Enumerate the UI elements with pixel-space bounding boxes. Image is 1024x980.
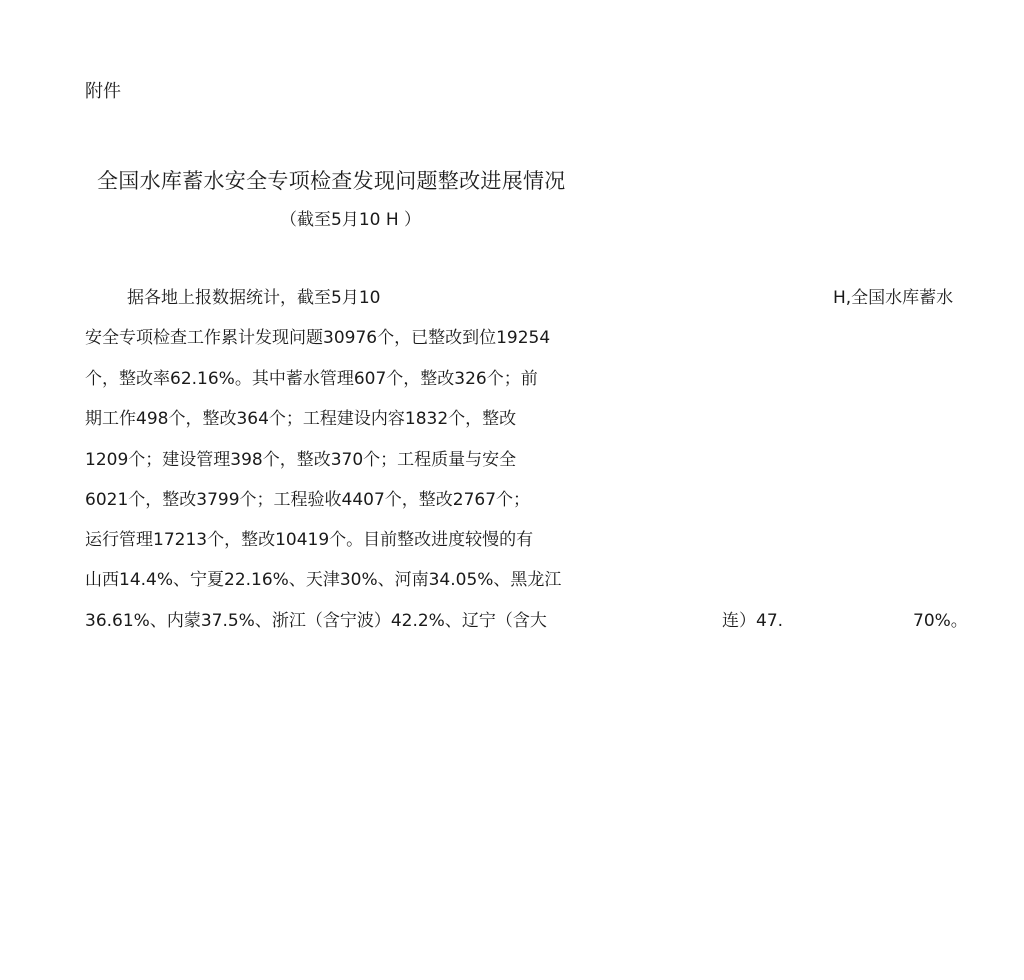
body-line-1b: H,全国水库蓄水: [833, 288, 954, 308]
document-subtitle: （截至5月10 H ）: [280, 210, 422, 230]
body-line-7: 运行管理17213个，整改10419个。目前整改进度较慢的有: [85, 530, 534, 550]
body-line-6: 6021个，整改3799个；工程验收4407个，整改2767个；: [85, 490, 531, 510]
body-line-9b: 连）47.: [722, 611, 784, 631]
body-line-2: 安全专项检查工作累计发现问题30976个，已整改到位19254: [85, 328, 551, 348]
body-line-3: 个，整改率62.16%。其中蓄水管理607个，整改326个；前: [85, 369, 538, 389]
body-line-9c: 70%。: [913, 611, 968, 631]
attachment-label: 附件: [85, 81, 121, 102]
body-line-9a: 36.61%、内蒙37.5%、浙江（含宁波）42.2%、辽宁（含大: [85, 611, 547, 631]
body-line-4: 期工作498个，整改364个；工程建设内容1832个，整改: [85, 409, 517, 429]
body-line-8: 山西14.4%、宁夏22.16%、天津30%、河南34.05%、黑龙江: [85, 570, 562, 590]
document-title: 全国水库蓄水安全专项检查发现问题整改进展情况: [97, 169, 566, 193]
body-line-5: 1209个；建设管理398个，整改370个；工程质量与安全: [85, 450, 517, 470]
body-line-1a: 据各地上报数据统计，截至5月10: [127, 288, 381, 308]
